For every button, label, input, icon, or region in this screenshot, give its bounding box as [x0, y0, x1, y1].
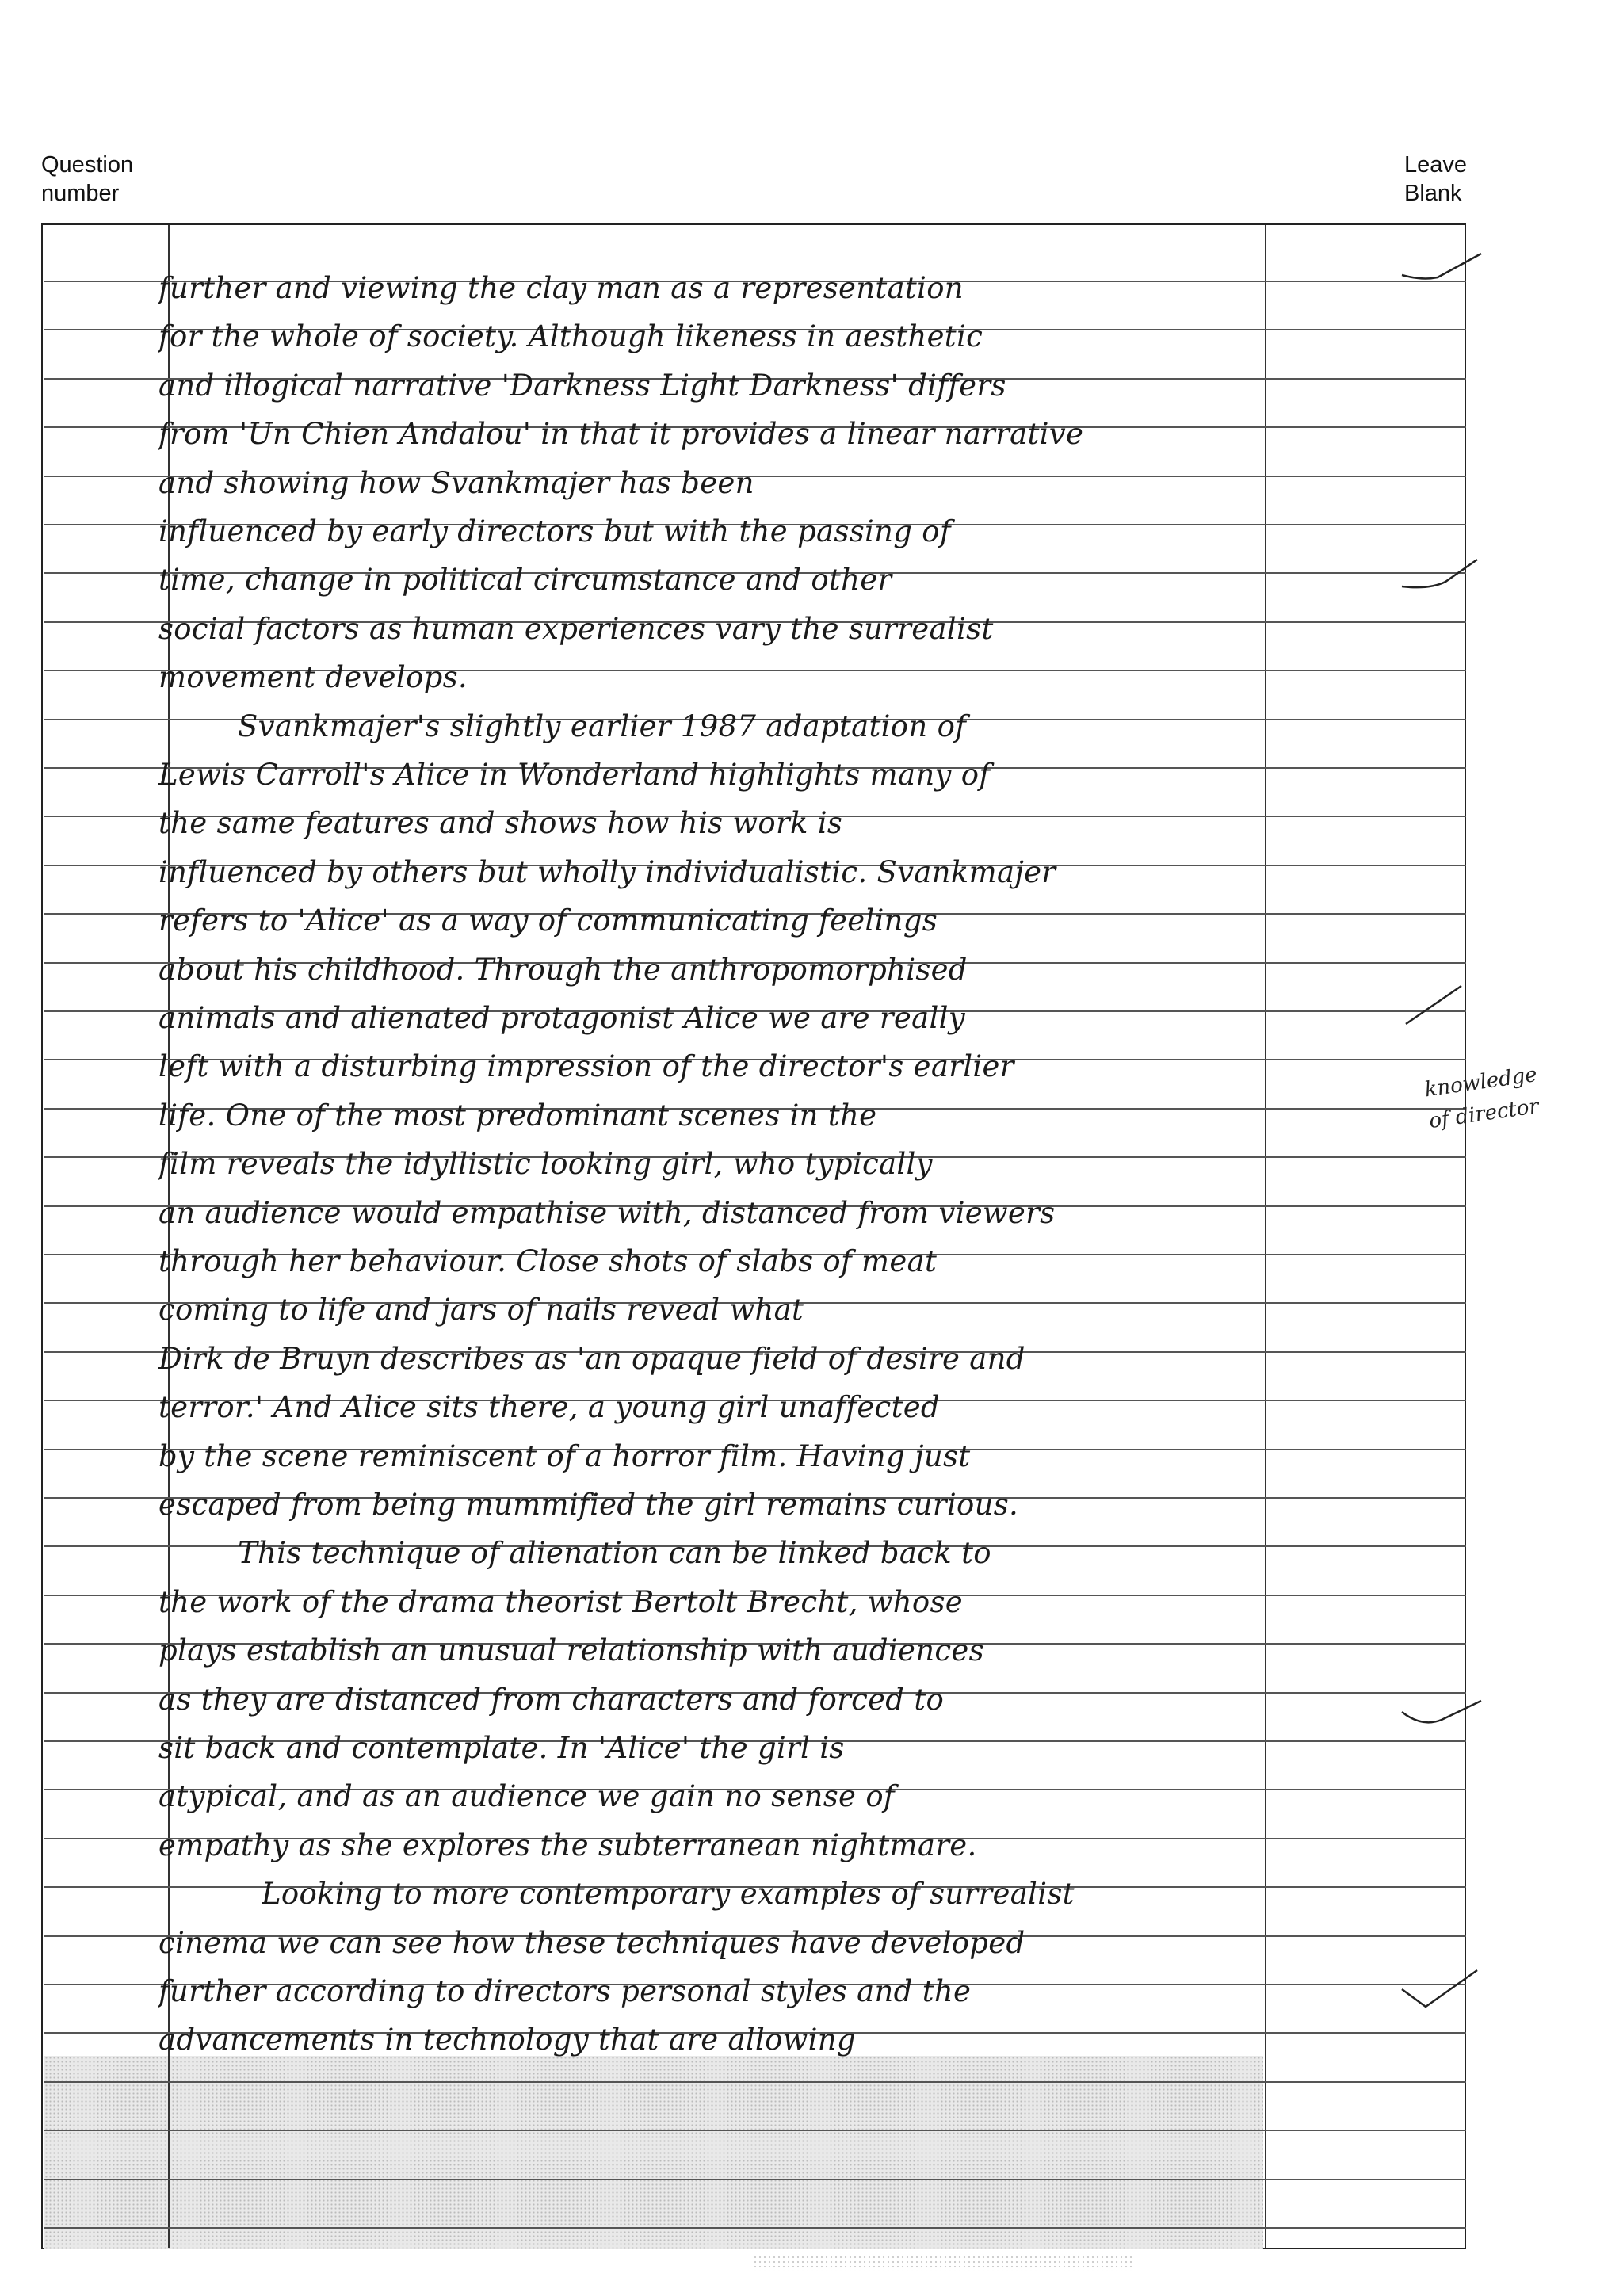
- handwritten-line: cinema we can see how these techniques have developed: [158, 1925, 1025, 1960]
- handwritten-line: influenced by others but wholly individualistic. Svankmajer: [158, 854, 1056, 889]
- tick-mark-icon: [1398, 247, 1485, 295]
- shaded-bottom-area: [44, 2056, 1263, 2249]
- ruled-line: [44, 2130, 1466, 2131]
- handwritten-line: Dirk de Bruyn describes as 'an opaque field of desire and: [158, 1341, 1025, 1376]
- handwritten-line: plays establish an unusual relationship with audiences: [158, 1633, 984, 1668]
- handwritten-line: further and viewing the clay man as a representation: [158, 271, 964, 305]
- handwritten-line: This technique of alienation can be linked back to: [238, 1536, 991, 1571]
- handwritten-line: Lewis Carroll's Alice in Wonderland highlights many of: [158, 758, 991, 792]
- handwritten-line: from 'Un Chien Andalou' in that it provides a linear narrative: [158, 417, 1084, 452]
- question-label-line1: Question: [41, 152, 134, 178]
- handwritten-line: further according to directors personal styles and the: [158, 1974, 972, 2008]
- leave-label-line1: Leave: [1404, 152, 1468, 178]
- handwritten-line: an audience would empathise with, distanced from viewers: [158, 1195, 1056, 1230]
- ruled-line: [44, 2081, 1466, 2083]
- question-number-header: [41, 151, 133, 208]
- handwritten-line: escaped from being mummified the girl remains curious.: [158, 1488, 1019, 1522]
- handwritten-line: influenced by early directors but with the passing of: [158, 514, 951, 548]
- question-label-line2: number: [41, 181, 120, 206]
- handwritten-line: refers to 'Alice' as a way of communicating feelings: [158, 904, 938, 938]
- tick-mark-icon: [1398, 983, 1485, 1030]
- handwritten-line: empathy as she explores the subterranean nightmare.: [158, 1828, 977, 1862]
- handwritten-line: animals and alienated protagonist Alice we are really: [158, 1001, 965, 1035]
- handwritten-line: advancements in technology that are allowing: [158, 2023, 856, 2057]
- handwritten-line: the same features and shows how his work is: [158, 806, 843, 841]
- handwritten-line: life. One of the most predominant scenes in the: [158, 1098, 877, 1133]
- tick-mark-icon: [1398, 1696, 1485, 1744]
- ruled-line: [44, 2179, 1466, 2180]
- handwritten-line: as they are distanced from characters and forced to: [158, 1682, 945, 1717]
- handwritten-line: sit back and contemplate. In 'Alice' the girl is: [158, 1731, 845, 1765]
- leave-label-line2: Blank: [1404, 181, 1462, 206]
- handwritten-line: movement develops.: [158, 660, 468, 695]
- handwritten-line: left with a disturbing impression of the director's earlier: [158, 1049, 1014, 1084]
- handwritten-line: time, change in political circumstance and other: [158, 563, 892, 598]
- handwritten-line: atypical, and as an audience we gain no sense of: [158, 1779, 895, 1814]
- handwritten-line: about his childhood. Through the anthropomorphised: [158, 952, 968, 987]
- handwritten-line: coming to life and jars of nails reveal what: [158, 1293, 804, 1328]
- handwritten-line: social factors as human experiences vary the surrealist: [158, 611, 994, 646]
- handwritten-line: by the scene reminiscent of a horror film. Having just: [158, 1438, 971, 1473]
- leave-blank-header: [1404, 151, 1467, 208]
- ruled-line: [44, 2227, 1466, 2229]
- handwritten-line: film reveals the idyllistic looking girl, who typically: [158, 1147, 933, 1182]
- handwritten-line: through her behaviour. Close shots of slabs of meat: [158, 1244, 938, 1278]
- handwritten-line: and showing how Svankmajer has been: [158, 465, 754, 500]
- handwritten-line: Looking to more contemporary examples of surrealist: [262, 1877, 1075, 1912]
- handwritten-line: and illogical narrative 'Darkness Light Darkness' differs: [158, 368, 1006, 403]
- handwritten-line: for the whole of society. Although likeness in aesthetic: [158, 319, 983, 354]
- handwritten-line: Svankmajer's slightly earlier 1987 adaptation of: [238, 709, 967, 743]
- tick-mark-icon: [1398, 555, 1485, 602]
- handwritten-line: terror.' And Alice sits there, a young girl unaffected: [158, 1390, 940, 1425]
- marker-margin-note: knowledge of director: [1423, 1062, 1541, 1134]
- tick-mark-icon: [1398, 1966, 1485, 2013]
- handwritten-line: the work of the drama theorist Bertolt Brecht, whose: [158, 1584, 963, 1619]
- scan-noise: [753, 2255, 1133, 2271]
